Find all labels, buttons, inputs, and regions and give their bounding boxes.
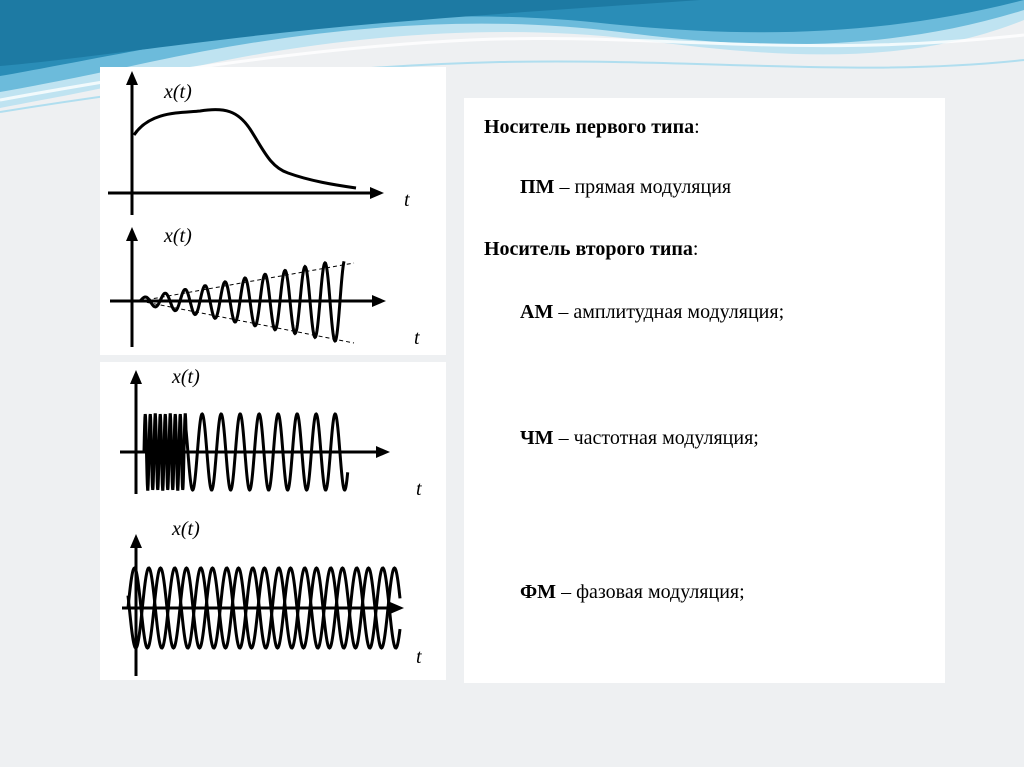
carrier2-heading-text: Носитель второго типа — [484, 238, 693, 260]
plot-am-graph — [100, 215, 446, 355]
x-axis-arrow — [370, 187, 384, 199]
plot-frequency-modulation — [100, 362, 446, 512]
carrier1-colon: : — [694, 116, 700, 138]
pm-abbr: ПМ — [520, 176, 555, 198]
fm-item — [520, 427, 759, 450]
x-axis-arrow — [376, 446, 390, 458]
pm-desc: – прямая модуляция — [554, 176, 732, 198]
x-axis-label: t — [404, 189, 410, 211]
carrier2-heading — [484, 238, 698, 261]
y-axis-label: x(t) — [164, 225, 192, 247]
x-axis-arrow — [372, 295, 386, 307]
carrier1-heading — [484, 116, 700, 139]
fm-abbr: ЧМ — [520, 427, 554, 449]
y-axis-arrow — [130, 534, 142, 548]
am-abbr: АМ — [520, 301, 554, 323]
am-item — [520, 301, 784, 324]
y-axis-label: x(t) — [164, 81, 192, 103]
am-desc: – амплитудная модуляция; — [553, 301, 785, 323]
plot-phase-modulation — [100, 510, 446, 680]
x-axis-label: t — [414, 327, 420, 349]
phm-abbr: ФМ — [520, 581, 557, 603]
modulation-types-panel — [464, 98, 945, 683]
y-axis-arrow — [130, 370, 142, 384]
y-axis-arrow — [126, 227, 138, 241]
plot-direct-carrier-graph — [100, 67, 446, 227]
carrier2-colon: : — [692, 238, 699, 260]
y-axis-label: x(t) — [172, 518, 200, 540]
y-axis-arrow — [126, 71, 138, 85]
phm-item — [520, 581, 745, 604]
plot-direct-carrier — [100, 67, 446, 227]
plot-amplitude-modulation — [100, 215, 446, 355]
x-axis-label: t — [416, 646, 422, 668]
x-axis-label: t — [416, 478, 422, 500]
y-axis-label: x(t) — [172, 366, 200, 388]
fm-desc: – частотная модуляция; — [553, 427, 759, 449]
phm-desc: – фазовая модуляция; — [556, 581, 745, 603]
signal-curve — [134, 110, 356, 188]
plot-phm-graph — [100, 510, 446, 680]
pm-item — [520, 176, 731, 199]
plot-fm-graph — [100, 362, 446, 512]
carrier1-heading-text: Носитель первого типа — [484, 116, 695, 138]
x-axis-arrow — [390, 602, 404, 614]
